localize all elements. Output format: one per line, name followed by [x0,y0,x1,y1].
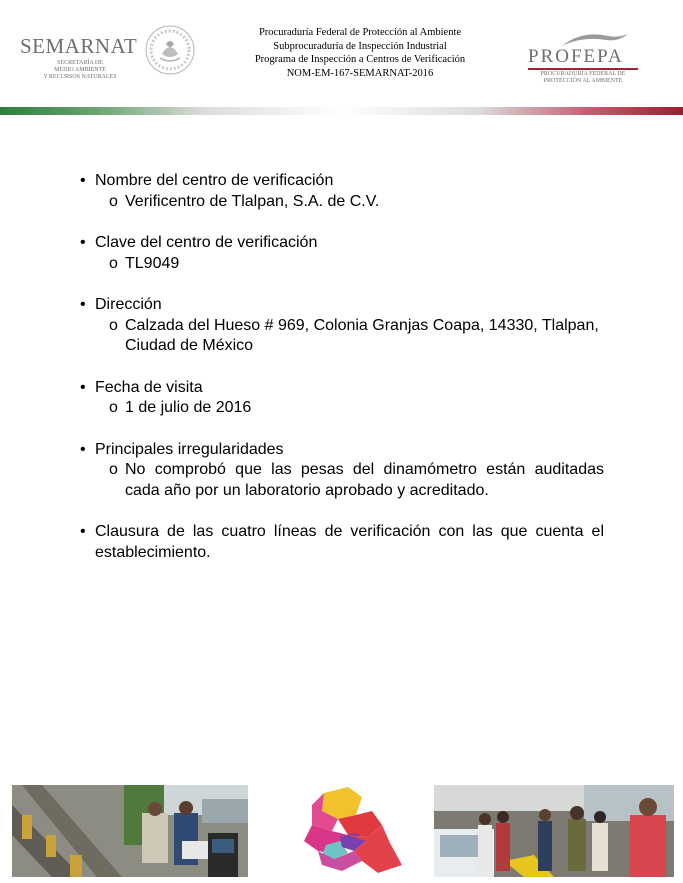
semarnat-subtitle: SECRETARÍA DE MEDIO AMBIENTE Y RECURSOS NATURALES [43,60,117,80]
bullet: • [80,234,86,251]
list-item [80,522,604,563]
header-line: Subprocuraduría de Inspección Industrial [273,40,447,52]
bullet: • [80,378,86,396]
list-item [80,295,604,357]
closing-text: Clausura de las cuatro líneas de verificación con las que cuenta el establecimiento. [95,523,604,561]
sub-bullet: o [109,399,118,416]
bullet: • [80,440,86,458]
cdmx-map-icon [282,785,412,877]
profepa-subtitle: PROCURADURÍA FEDERAL DE PROTECCIÓN AL AMBIENTE [540,71,626,84]
detail-text: Calzada del Hueso # 969, Colonia Granjas Coapa, 14330, Tlalpan, Ciudad de México [125,316,599,354]
detail-text: 1 de julio de 2016 [125,399,252,416]
inspection-photo-lanes [12,785,248,877]
item-title: Nombre del centro de verificación [95,172,334,189]
inspection-photo-inspectors [434,785,674,877]
summary-list [80,171,604,563]
header-line: Procuraduría Federal de Protección al Ambiente [258,27,462,38]
header-line: NOM-EM-167-SEMARNAT-2016 [286,67,434,79]
item-title: Fecha de visita [95,378,203,396]
verification-summary [80,171,604,584]
sub-bullet: o [109,316,118,334]
list-item [80,233,604,274]
detail-text: No comprobó que las pesas del dinamómetro están auditadas cada año por un laboratorio aprobado y acreditado. [125,461,604,499]
item-title: Clave del centro de verificación [95,234,318,251]
bullet: • [80,172,86,189]
sub-bullet: o [109,461,118,478]
item-detail [95,254,604,275]
header-title-block [210,26,510,80]
header-line: Programa de Inspección a Centros de Verificación [254,54,466,65]
bullet: • [80,523,86,540]
list-item [80,440,604,502]
item-detail [95,398,604,419]
bullet: • [80,296,86,313]
sub-bullet: o [109,192,118,210]
profepa-divider [528,68,638,70]
detail-text: TL9049 [125,254,180,272]
mexico-seal-icon [144,24,196,76]
item-detail [95,460,604,501]
item-title: Principales irregularidades [95,440,284,458]
detail-text: Verificentro de Tlalpan, S.A. de C.V. [125,192,380,210]
item-title: Dirección [95,296,162,313]
item-detail [95,192,604,213]
header-color-band [0,107,683,115]
item-detail [95,316,604,357]
sub-bullet: o [109,254,118,272]
list-item [80,378,604,419]
list-item [80,171,604,212]
profepa-logo [524,40,644,90]
semarnat-wordmark: SEMARNAT [20,34,138,58]
profepa-wordmark: PROFEPA [528,46,624,67]
page-header [0,0,683,118]
semarnat-logo [20,30,140,86]
